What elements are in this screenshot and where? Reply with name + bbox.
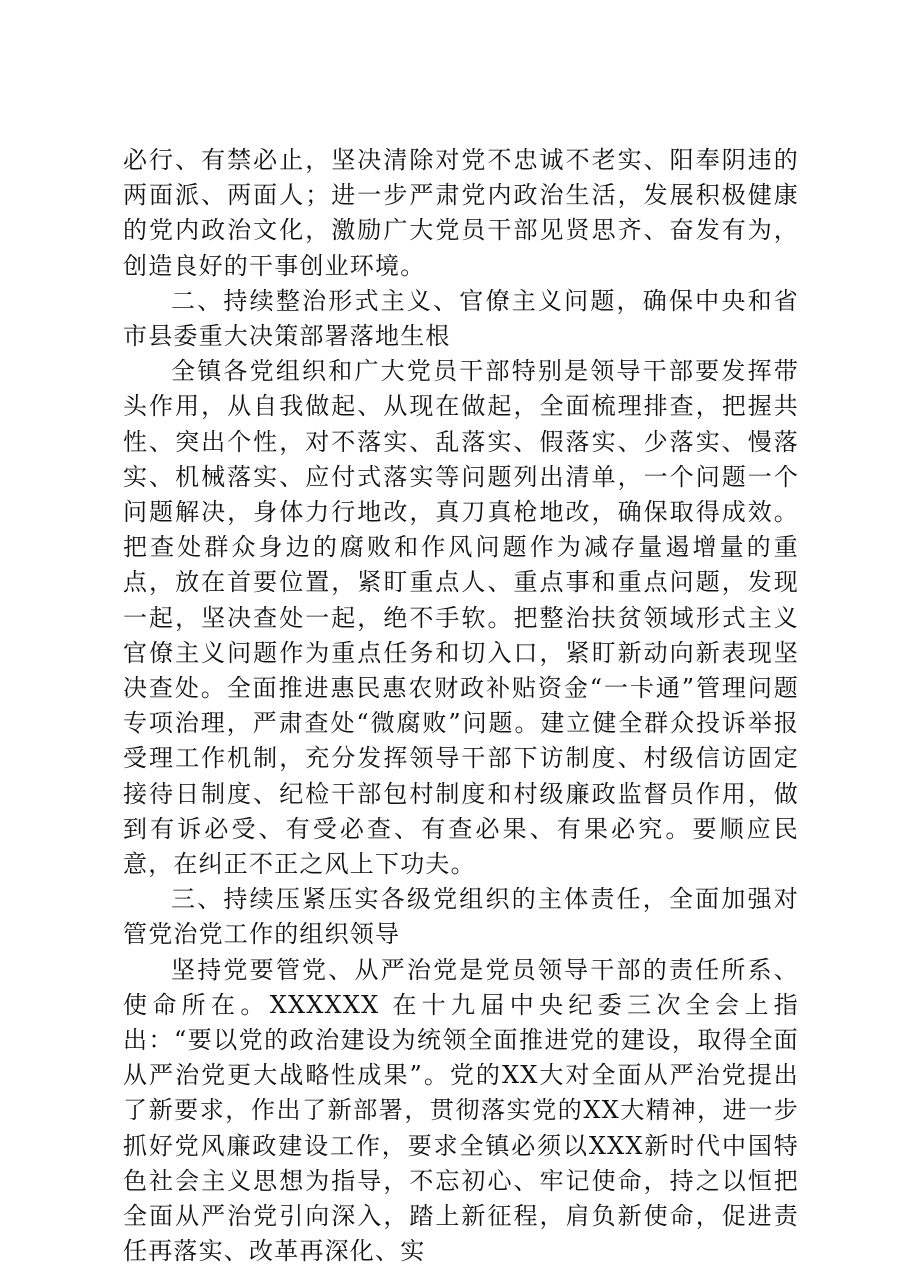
paragraph-section-2-body: 全镇各党组织和广大党员干部特别是领导干部要发挥带头作用，从自我做起、从现在做起，全面梳理排查，把握共性、突出个性，对不落实、乱落实、假落实、少落实、慢落实、机械落实、应付式落实等问题列出清单，一个问题一个问题解决，身体力行地改，真刀真枪地改，确保取得成效。把查处群众身边的腐败和作风问题作为减存量遏增量的重点，放在首要位置，紧盯重点人、重点事和重点问题，发现一起，坚决查处一起，绝不手软。把整治扶贫领域形式主义官僚主义问题作为重点任务和切入口，紧盯新动向新表现坚决查处。全面推进惠民惠农财政补贴资金“一卡通”管理问题专项治理，严肃查处“微腐败”问题。建立健全群众投诉举报受理工作机制，充分发挥领导干部下访制度、村级信访固定接待日制度、纪检干部包村制度和村级廉政监督员作用，做到有诉必受、有受必查、有查必果、有果必究。要顺应民意，在纠正不正之风上下功夫。: [123, 357, 799, 879]
section-heading-3: 三、持续压紧压实各级党组织的主体责任，全面加强对管党治党工作的组织领导: [123, 885, 799, 949]
document-body: [123, 143, 799, 1270]
section-heading-2: 二、持续整治形式主义、官僚主义问题，确保中央和省市县委重大决策部署落地生根: [123, 286, 799, 351]
paragraph-continuation: 必行、有禁必止，坚决清除对党不忠诚不老实、阳奉阴违的两面派、两面人；进一步严肃党内政治生活，发展积极健康的党内政治文化，激励广大党员干部见贤思齐、奋发有为，创造良好的干事创业环境。: [123, 146, 799, 280]
paragraph-section-3-body: 坚持党要管党、从严治党是党员领导干部的责任所系、使命所在。XXXXXX 在十九届中央纪委三次全会上指出：“要以党的政治建设为统领全面推进党的建设，取得全面从严治党更大战略性成果”。党的XX大对全面从严治党提出了新要求，作出了新部署，贯彻落实党的XX大精神，进一步抓好党风廉政建设工作，要求全镇必须以XXX新时代中国特色社会主义思想为指导，不忘初心、牢记使命，持之以恒把全面从严治党引向深入，踏上新征程，肩负新使命，促进责任再落实、改革再深化、实: [123, 955, 799, 1266]
